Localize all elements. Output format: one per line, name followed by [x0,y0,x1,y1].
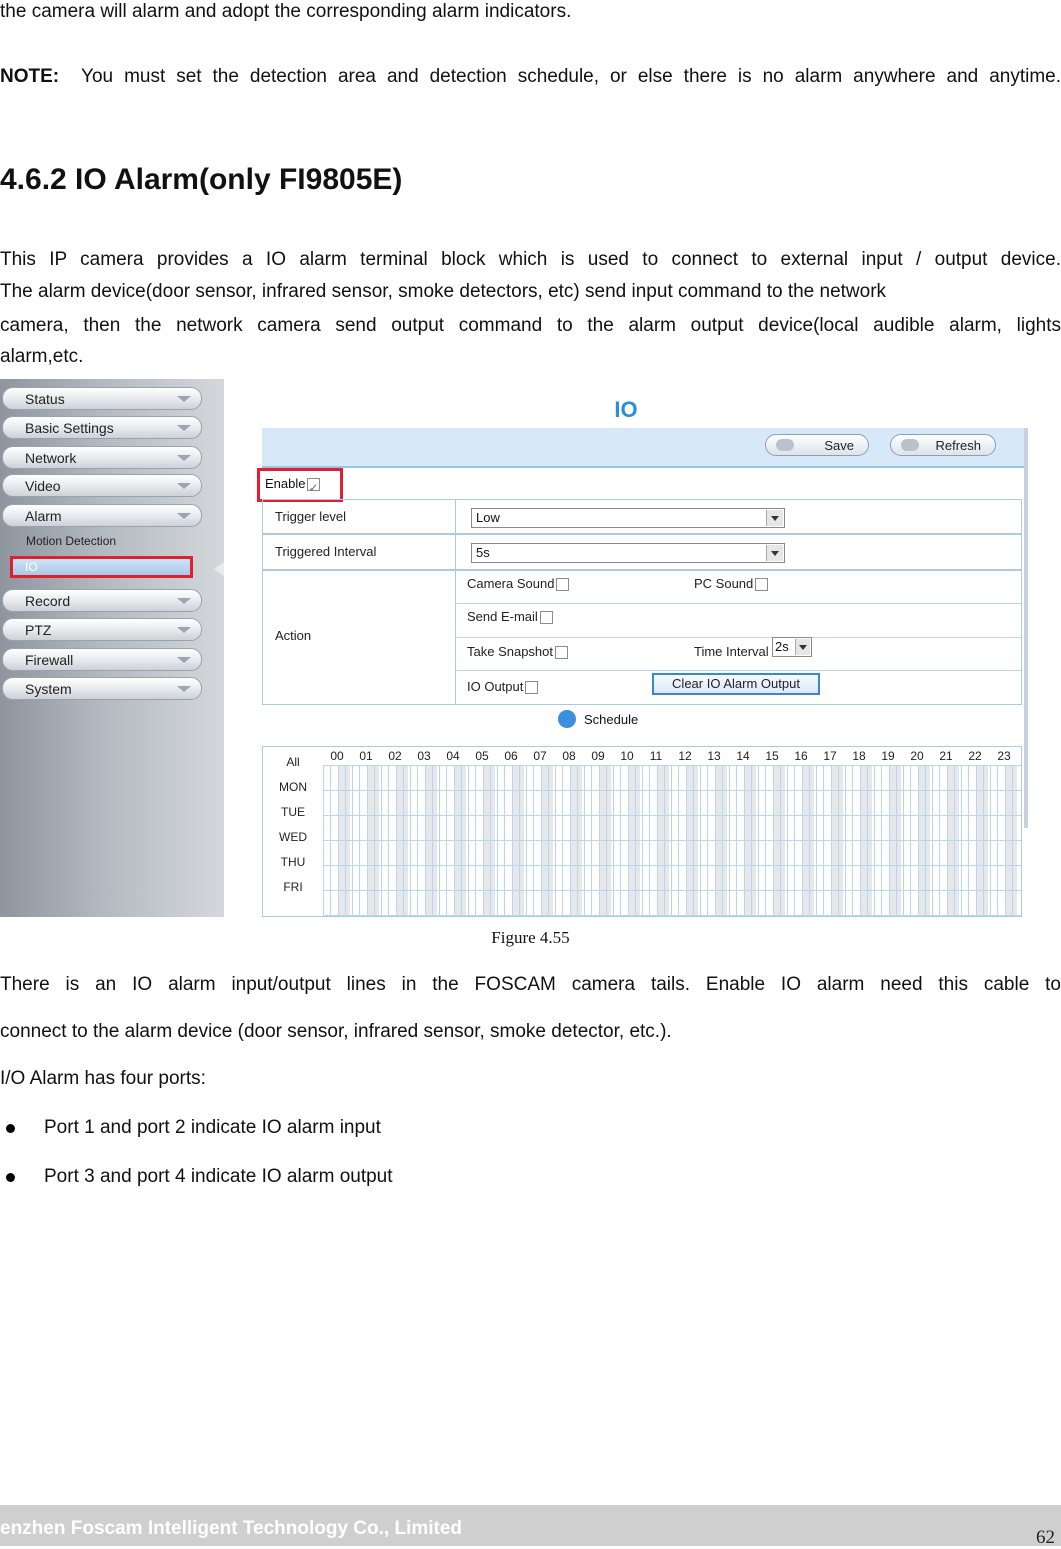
footer-company: enzhen Foscam Intelligent Technology Co., Limited [0,1518,463,1539]
para1-line-4: alarm,etc. [0,346,84,367]
trigger-level-select[interactable] [471,508,785,528]
bullet-text: Port 3 and port 4 indicate IO alarm output [44,1166,393,1187]
sidebar-item-label: Firewall [25,652,74,668]
schedule-hour-08[interactable]: 08 [562,749,576,763]
grid-line [323,915,1021,916]
triggered-interval-value: 5s [476,545,490,560]
time-interval-value: 2s [775,639,789,654]
grid-line [323,890,1021,891]
schedule-hour-03[interactable]: 03 [417,749,431,763]
schedule-hour-06[interactable]: 06 [504,749,518,763]
sidebar-item-firewall[interactable] [2,648,202,671]
take-snapshot-label: Take Snapshot [467,644,554,659]
refresh-button[interactable] [890,434,996,456]
chevron-down-icon [177,598,191,604]
schedule-day-fri[interactable]: FRI [283,880,303,894]
trigger-level-row [262,499,1022,534]
grid-line [323,865,1021,866]
chevron-down-icon [177,483,191,489]
pc-sound-label: PC Sound [694,576,754,591]
schedule-hour-00[interactable]: 00 [330,749,344,763]
grid-line [323,790,1021,791]
refresh-label: Refresh [935,438,981,453]
sidebar-item-alarm[interactable] [2,504,202,527]
schedule-label: Schedule [584,712,639,727]
grid-line [323,765,1021,766]
schedule-heading [584,712,638,727]
divider [456,603,1021,604]
chevron-down-icon [766,510,783,526]
schedule-hour-23[interactable]: 23 [997,749,1011,763]
schedule-icon [558,710,576,728]
pc-sound-option [694,576,768,591]
sidebar-item-label: Alarm [25,508,62,524]
schedule-hour-15[interactable]: 15 [765,749,779,763]
para1-line-3: camera, then the network camera send output command to the alarm output device(local audible alarm, lights [0,315,1061,336]
sidebar-item-network[interactable] [2,446,202,469]
divider [455,535,456,569]
schedule-day-tue[interactable]: TUE [281,805,305,819]
time-interval-select[interactable] [772,637,812,657]
triggered-interval-label: Triggered Interval [275,544,377,559]
camera-sound-label: Camera Sound [467,576,555,591]
io-output-option [467,679,538,694]
schedule-hour-21[interactable]: 21 [939,749,953,763]
settings-sidebar [0,379,224,917]
sidebar-item-label: System [25,681,72,697]
submenu-motion-detection[interactable]: Motion Detection [26,534,117,548]
note-paragraph [0,63,1061,91]
trigger-level-value: Low [476,510,500,525]
ports-intro: I/O Alarm has four ports: [0,1068,206,1089]
action-label: Action [275,628,312,643]
schedule-hour-10[interactable]: 10 [620,749,634,763]
save-button[interactable] [765,434,869,456]
schedule-hour-12[interactable]: 12 [678,749,692,763]
bullet-icon [6,1124,15,1133]
sidebar-item-record[interactable] [2,589,202,612]
para2-line-2: connect to the alarm device (door sensor, infrared sensor, smoke detector, etc.). [0,1021,672,1042]
note-label: NOTE: [0,66,60,87]
schedule-day-thu[interactable]: THU [280,855,306,869]
schedule-hour-14[interactable]: 14 [736,749,750,763]
section-heading: 4.6.2 IO Alarm(only FI9805E) [0,163,403,196]
enable-field [257,468,343,502]
sidebar-item-label: Record [25,593,71,609]
bullet-text: Port 1 and port 2 indicate IO alarm input [44,1117,381,1138]
schedule-hour-02[interactable]: 02 [388,749,402,763]
divider [455,500,456,533]
grid-line [323,815,1021,816]
schedule-hour-18[interactable]: 18 [852,749,866,763]
refresh-icon [901,439,919,451]
triggered-interval-select[interactable] [471,543,785,563]
send-email-option [467,609,553,624]
enable-checkbox[interactable] [307,478,320,491]
sidebar-item-label: Basic Settings [25,420,114,436]
note-text: You must set the detection area and detection schedule, or else there is no alarm anywhere and anytime. [81,66,1061,87]
schedule-hour-04[interactable]: 04 [446,749,460,763]
schedule-hour-05[interactable]: 05 [475,749,489,763]
schedule-grid[interactable] [262,746,1022,917]
io-output-label: IO Output [467,679,524,694]
chevron-down-icon [766,545,783,561]
schedule-hour-13[interactable]: 13 [707,749,721,763]
pc-sound-checkbox[interactable] [755,578,768,591]
page-number: 62 [1036,1527,1055,1548]
triggered-interval-row [262,534,1022,570]
schedule-hour-19[interactable]: 19 [881,749,895,763]
active-pointer [214,562,224,576]
chevron-down-icon [177,396,191,402]
schedule-hour-11[interactable]: 11 [649,749,663,763]
schedule-day-all[interactable]: All [286,755,300,769]
schedule-hour-07[interactable]: 07 [533,749,547,763]
figure-io-settings [0,379,1028,917]
chevron-down-icon [177,513,191,519]
bullet-icon [6,1173,15,1182]
chevron-down-icon [795,639,810,655]
para1-line-1: This IP camera provides a IO alarm terminal block which is used to connect to external input / output device. [0,249,1061,270]
sidebar-item-status[interactable] [2,387,202,410]
save-label: Save [824,438,854,453]
sidebar-item-system[interactable] [2,677,202,700]
para1-line-2: The alarm device(door sensor, infrared sensor, smoke detectors, etc) send input command to the network [0,281,887,302]
schedule-day-wed[interactable]: WED [279,830,307,844]
send-email-checkbox[interactable] [540,611,553,624]
chevron-down-icon [177,686,191,692]
schedule-hour-16[interactable]: 16 [794,749,808,763]
chevron-down-icon [177,455,191,461]
action-row [262,570,1022,705]
divider [456,637,1021,638]
io-settings-panel [224,379,1028,917]
trigger-level-label: Trigger level [275,509,347,524]
take-snapshot-option [467,644,568,659]
sidebar-item-label: Status [25,391,65,407]
sidebar-item-label: PTZ [25,622,52,638]
schedule-hour-09[interactable]: 09 [591,749,605,763]
sidebar-item-video[interactable] [2,474,202,497]
divider [456,670,1021,671]
panel-title: IO [614,397,638,422]
para2-line-1: There is an IO alarm input/output lines in the FOSCAM camera tails. Enable IO alarm need this cable to [0,974,1061,995]
chevron-down-icon [177,425,191,431]
scrollbar[interactable] [1024,428,1028,828]
toolbar [262,428,1026,468]
enable-label: Enable [265,476,306,491]
save-icon [776,439,794,451]
sidebar-item-label: Network [25,450,77,466]
schedule-hour-20[interactable]: 20 [910,749,924,763]
sidebar-item-label: Video [25,478,61,494]
camera-sound-checkbox[interactable] [556,578,569,591]
clear-io-alarm-output-button[interactable]: Clear IO Alarm Output [652,673,820,695]
grid-line [323,840,1021,841]
chevron-down-icon [177,627,191,633]
io-output-checkbox[interactable] [525,681,538,694]
intro-line: the camera will alarm and adopt the corresponding alarm indicators. [0,1,572,22]
sidebar-item-ptz[interactable] [2,618,202,641]
schedule-day-mon[interactable]: MON [279,780,307,794]
take-snapshot-checkbox[interactable] [555,646,568,659]
figure-caption: Figure 4.55 [491,928,570,947]
schedule-hour-17[interactable]: 17 [823,749,837,763]
sidebar-item-basic-settings[interactable] [2,416,202,439]
schedule-hour-22[interactable]: 22 [968,749,982,763]
time-interval-label: Time Interval [694,644,769,659]
camera-sound-option [467,576,569,591]
send-email-label: Send E-mail [467,609,538,624]
schedule-hour-01[interactable]: 01 [359,749,373,763]
chevron-down-icon [177,657,191,663]
submenu-io[interactable]: IO [10,556,193,578]
